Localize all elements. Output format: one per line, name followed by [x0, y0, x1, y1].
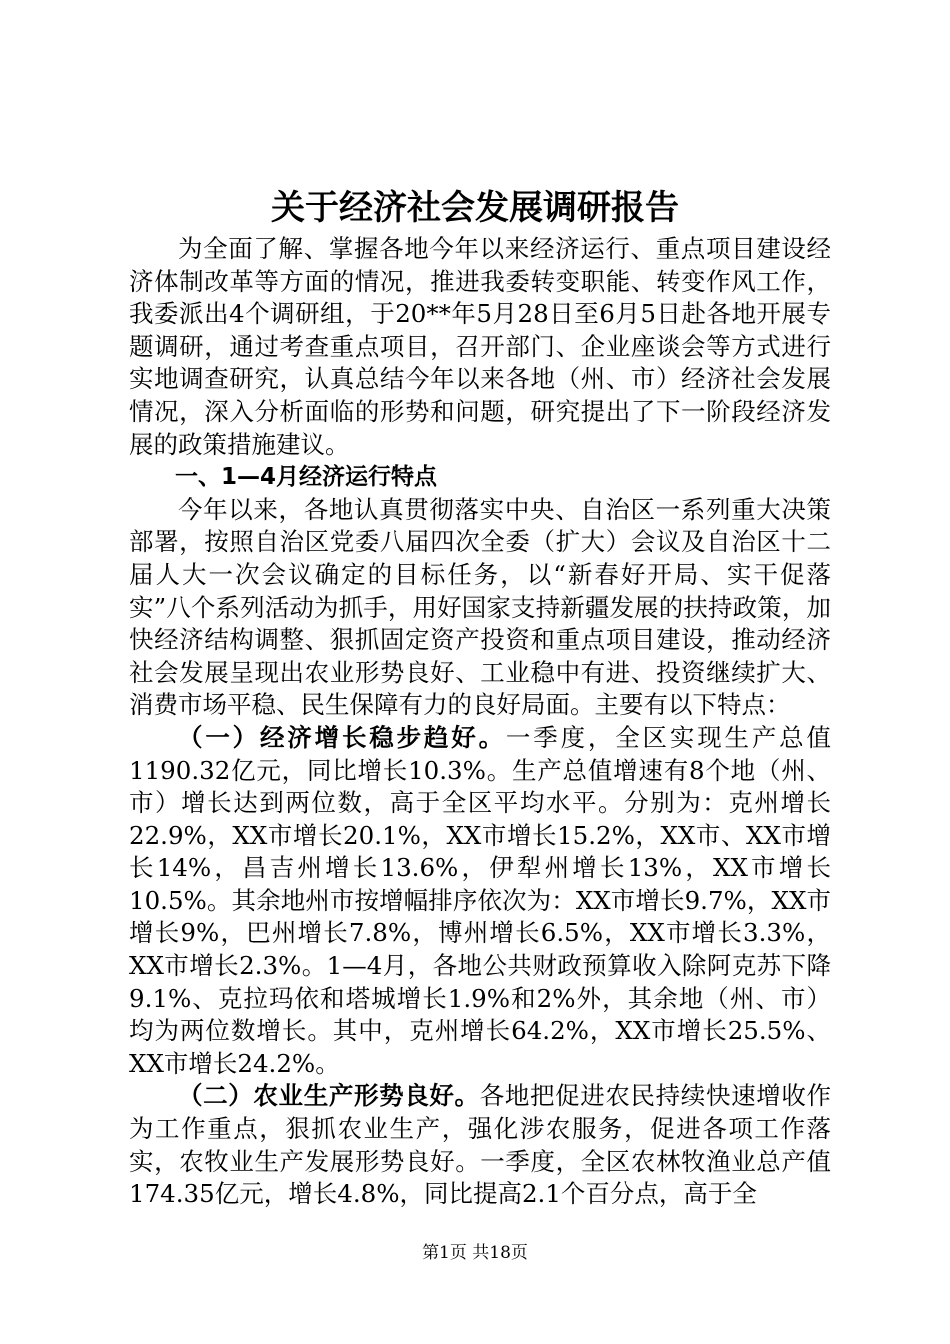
- point-2-paragraph: [129, 1080, 831, 1210]
- point-1-lead: （一）经济增长稳步趋好。: [178, 722, 506, 752]
- point-1-text: 一季度，全区实现生产总值1190.32亿元，同比增长10.3%。生产总值增速有8个地（州、市）增长达到两位数，高于全区平均水平。分别为：克州增长22.9%，XX市增长20.1%，XX市增长15.2%，XX市、XX市增长14%，昌吉州增长13.6%，伊犁州增长13%，XX市增长10.5%。其余地州市按增幅排序依次为：XX市增长9.7%，XX市增长9%，巴州增长7.8%，博州增长6.5%，XX市增长3.3%，XX市增长2.3%。1—4月，各地公共财政预算收入除阿克苏下降9.1%、克拉玛依和塔城增长1.9%和2%外，其余地（州、市）均为两位数增长。其中，克州增长64.2%，XX市增长25.5%、XX市增长24.2%。: [129, 722, 832, 1078]
- point-2-text: 各地把促进农民持续快速增收作为工作重点，狠抓农业生产，强化涉农服务，促进各项工作落实，农牧业生产发展形势良好。一季度，全区农林牧渔业总产值174.35亿元，增长4.8%，同比提高2.1个百分点，高于全: [129, 1081, 832, 1209]
- document-title: 关于经济社会发展调研报告: [271, 188, 679, 228]
- page-footer: 第1页 共18页: [422, 1243, 528, 1263]
- overview-paragraph: 今年以来，各地认真贯彻落实中央、自治区一系列重大决策部署，按照自治区党委八届四次全委（扩大）会议及自治区十二届人大一次会议确定的目标任务，以“新春好开局、实干促落实”八个系列活动为抓手，用好国家支持新疆发展的扶持政策，加快经济结构调整、狠抓固定资产投资和重点项目建设，推动经济社会发展呈现出农业形势良好、工业稳中有进、投资继续扩大、消费市场平稳、民生保障有力的良好局面。主要有以下特点：: [129, 494, 831, 720]
- document-body: [129, 233, 831, 1211]
- section-heading: 一、1—4月经济运行特点: [175, 464, 438, 491]
- point-1-paragraph: [129, 722, 831, 1081]
- point-2-lead: （二）农业生产形势良好。: [178, 1081, 480, 1111]
- intro-paragraph: 为全面了解、掌握各地今年以来经济运行、重点项目建设经济体制改革等方面的情况，推进我委转变职能、转变作风工作，我委派出4个调研组，于20**年5月28日至6月5日赴各地开展专题调研，通过考查重点项目，召开部门、企业座谈会等方式进行实地调查研究，认真总结今年以来各地（州、市）经济社会发展情况，深入分析面临的形势和问题，研究提出了下一阶段经济发展的政策措施建议。: [129, 234, 831, 459]
